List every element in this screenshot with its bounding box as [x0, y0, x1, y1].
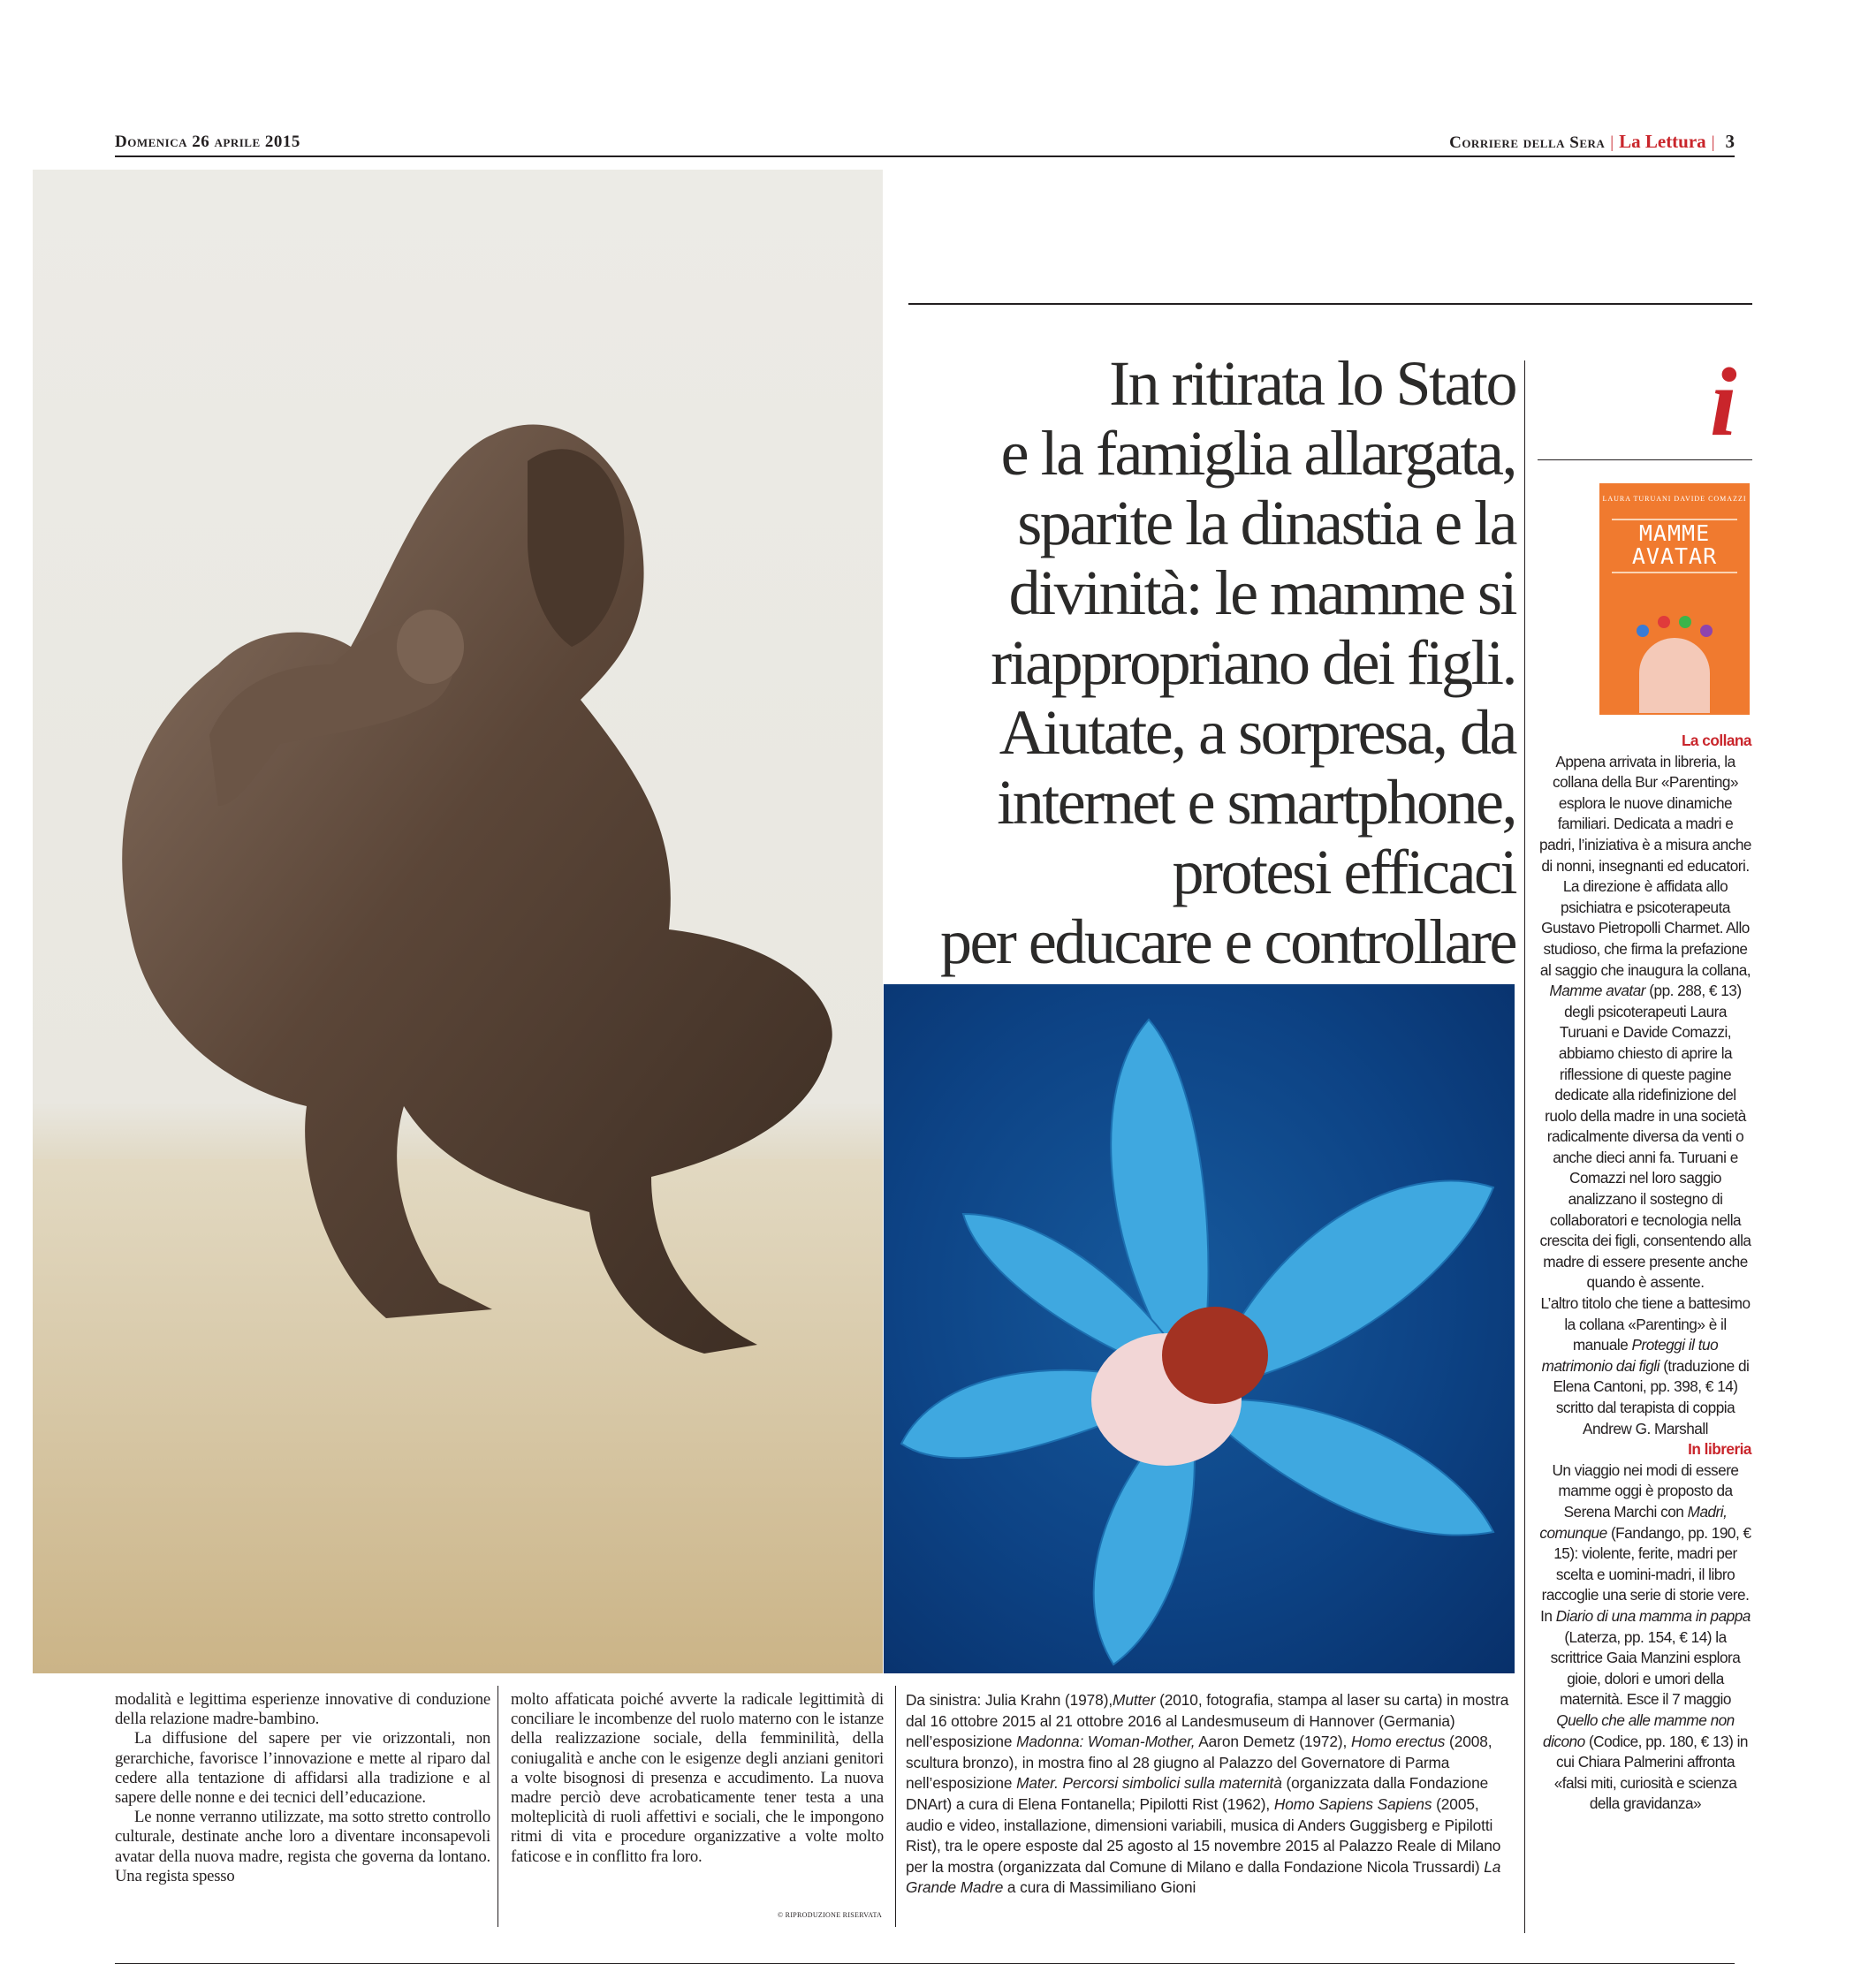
sculpture-photo — [33, 170, 883, 1673]
sidebar-paragraph — [1539, 1293, 1751, 1439]
artwork-title: Mutter — [1113, 1691, 1156, 1709]
sidebar-heading: In libreria — [1688, 1440, 1751, 1459]
headline-line: In ritirata lo Stato — [1109, 348, 1515, 419]
headline-line: per educare e controllare — [939, 906, 1515, 977]
page-number: 3 — [1725, 131, 1735, 152]
exhibition-title: Madonna: Woman-Mother, — [1016, 1733, 1196, 1751]
book-title: Mamme avatar — [1549, 982, 1646, 1000]
text-run: (2010, fotografia, stampa al laser su carta) in mostra dal 16 ottobre 2015 al 21 ottobre 2016 al Landesmuseum di Hannover (Germania) nell’esposizione — [906, 1691, 1509, 1751]
text-run: (traduzione di Elena Cantoni, pp. 398, € 14) scritto dal terapista di coppia Andrew G. Marshall — [1553, 1356, 1750, 1437]
article-paragraph: modalità e legittima esperienze innovative di conduzione della relazione madre-bambino. — [115, 1690, 490, 1729]
text-run: Appena arrivata in libreria, la collana della Bur «Parenting» esplora le nuove dinamiche familiari. Dedicata a madri e padri, l’iniziativa è a misura anche di nonni, insegnanti ed educatori. La direzione è affidata allo psichiatra e psicoterapeuta Gustavo Pietropolli Charmet. Allo studioso, che firma la prefazione al saggio che inaugura la collana, — [1539, 752, 1751, 979]
header-rule — [115, 155, 1735, 157]
text-run: (organizzata dalla Fondazione DNArt) a cura di Elena Fontanella; Pipilotti Rist (1962), — [906, 1774, 1489, 1813]
text-run: L’altro titolo che tiene a battesimo la collana «Parenting» è il manuale — [1540, 1294, 1751, 1354]
flower-illustration — [884, 984, 1515, 1673]
column-divider — [895, 1686, 896, 1927]
headline-rule — [908, 303, 1752, 305]
headline-line: internet e smartphone, — [997, 767, 1515, 838]
book-cover-title-line: AVATAR — [1631, 543, 1718, 569]
article-paragraph: molto affaticata poiché avverte la radicale legittimità di conciliare le incombenze del ruolo materno con le istanze della realizzazione sociale, della femminilità, della coniugalità e anche con le esigenze degli anziani genitori a volte bisognosi di presenza e accudimento. La nuova madre perciò deve acrobaticamente tener testa a una molteplicità di ruoli affettivi e sociali, che le impongono ritmi di vita e procedure organizzative a volte molto faticose e in conflitto fra loro. — [511, 1690, 884, 1866]
sidebar-text — [1539, 731, 1751, 1815]
sculpture-illustration — [33, 170, 883, 1673]
book-cover-image — [1599, 483, 1750, 715]
book-cover-title-line: MAMME — [1638, 520, 1711, 546]
book-cover-line — [1612, 572, 1737, 573]
figure-icon — [1679, 616, 1691, 628]
text-run: Un viaggio nei modi di essere mamme oggi è proposto da Serena Marchi con — [1552, 1460, 1739, 1521]
masthead-separator: | — [1711, 133, 1715, 152]
sidebar-paragraph — [1539, 1460, 1751, 1815]
headline-line: riappropriano dei figli. — [991, 627, 1515, 698]
text-run: (Fandango, pp. 190, € 15): violente, ferite, madri per scelta e uomini-madri, il libro raccoglie una serie di storie vere. In — [1540, 1523, 1751, 1625]
book-title: Proteggi il tuo matrimonio dai figli — [1541, 1336, 1719, 1375]
book-title: Madri, comunque — [1539, 1502, 1728, 1542]
headline-line: e la famiglia allargata, — [1000, 418, 1515, 489]
article-column-1 — [115, 1690, 490, 1886]
article-paragraph: La diffusione del sapere per vie orizzontali, non gerarchiche, favorisce l’innovazione e mette al riparo dal cedere alla tentazione di affidarsi alla tradizione e al sapere delle nonne e dei tecnici dell’educazione. — [115, 1729, 490, 1808]
book-cover-authors: LAURA TURUANI DAVIDE COMAZZI — [1602, 495, 1747, 503]
column-divider — [497, 1686, 498, 1927]
publication-name: Corriere della Sera — [1449, 133, 1606, 152]
info-icon: i — [1710, 348, 1737, 456]
copyright-notice: © RIPRODUZIONE RISERVATA — [778, 1911, 883, 1919]
section-name: La Lettura — [1619, 131, 1706, 152]
figure-icon — [1700, 625, 1713, 637]
text-run: (pp. 288, € 13) degli psicoterapeuti Laura Turuani e Davide Comazzi, abbiamo chiesto di aprire la riflessione di queste pagine dedicate alla ridefinizione del ruolo della madre in una società radicalmente diversa da venti o anche dieci anni fa. Turuani e Comazzi nel loro saggio analizzano il sostegno di collaboratori e tecnologia nella crescita dei figli, consentendo alla madre di essere presente anche quando è assente. — [1539, 982, 1751, 1292]
headline-line: Aiutate, a sorpresa, da — [999, 697, 1515, 768]
article-column-2 — [511, 1690, 884, 1867]
headline-line: divinità: le mamme si — [1008, 557, 1515, 628]
book-title: Diario di una mamma in pappa — [1555, 1606, 1751, 1625]
issue-date: Domenica 26 aprile 2015 — [115, 133, 300, 151]
hand-illustration — [1639, 638, 1710, 713]
text-run: (2005, audio e video, installazione, dimensioni variabili, musica di Anders Guggisberg e Pipilotti Rist), tra le opere esposte dal 25 agosto al 15 novembre 2015 al Palazzo Reale di Milano per la mostra (organizzata dal Comune di Milano e dalla Fondazione Nicola Trussardi) — [906, 1794, 1501, 1876]
text-run: Da sinistra: Julia Krahn (1978), — [906, 1691, 1113, 1709]
text-run: (Laterza, pp. 154, € 14) la scrittrice Gaia Manzini esplora gioie, dolori e umori della maternità. Esce il 7 maggio — [1550, 1627, 1741, 1709]
headline-line: sparite la dinastia e la — [1017, 488, 1515, 558]
figure-icon — [1637, 625, 1649, 637]
artwork-title: Homo erectus — [1350, 1733, 1446, 1751]
sidebar-divider — [1524, 360, 1525, 1933]
sidebar-heading: La collana — [1681, 732, 1751, 749]
exhibition-title: La Grande Madre — [906, 1857, 1501, 1897]
exhibition-title: Mater. Percorsi simbolici sulla maternità — [1016, 1774, 1282, 1793]
text-run: Aaron Demetz (1972), — [1195, 1733, 1351, 1751]
text-run: a cura di Massimiliano Gioni — [1003, 1878, 1196, 1897]
headline — [892, 349, 1515, 977]
article-paragraph: Le nonne verranno utilizzate, ma sotto stretto controllo culturale, destinate anche loro a diventare inconsapevoli avatar della nuova madre, regista che governa da lontano. Una regista spesso — [115, 1808, 490, 1885]
figure-icon — [1658, 616, 1670, 628]
book-cover-title — [1599, 522, 1750, 568]
masthead-separator: | — [1610, 133, 1614, 152]
photo-caption — [906, 1690, 1511, 1899]
sidebar-rule — [1538, 459, 1752, 460]
flower-photo — [884, 984, 1515, 1673]
masthead — [1449, 131, 1735, 153]
headline-line: protesi efficaci — [1172, 837, 1515, 907]
book-title: Quello che alle mamme non dicono — [1543, 1710, 1735, 1750]
text-run: (2008, scultura bronzo), in mostra fino al 28 giugno al Palazzo del Governatore di Parma nell’esposizione — [906, 1733, 1492, 1793]
text-run: (Codice, pp. 180, € 13) in cui Chiara Palmerini affronta «falsi miti, curiosità e scienza della gravidanza» — [1553, 1732, 1748, 1813]
artwork-title: Homo Sapiens Sapiens — [1273, 1794, 1432, 1813]
footer-rule — [115, 1963, 1735, 1964]
sidebar-paragraph — [1539, 752, 1751, 1293]
